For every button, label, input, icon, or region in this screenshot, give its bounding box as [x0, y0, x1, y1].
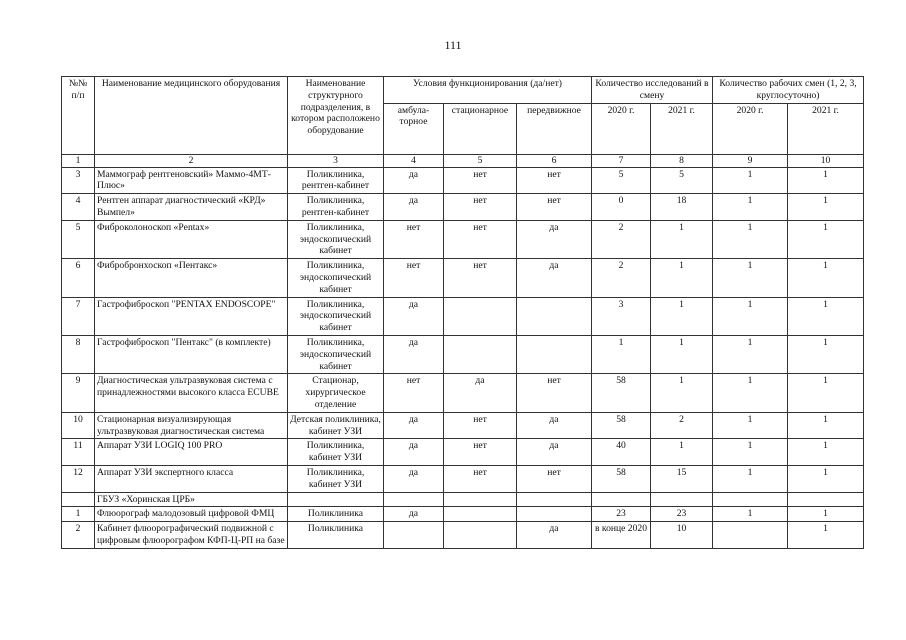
- cell-shifts-2020: 1: [713, 465, 788, 492]
- header-count-group: Количество исследований в смену: [592, 77, 713, 104]
- table-row: [62, 297, 864, 335]
- table-row: [62, 465, 864, 492]
- table-row: [62, 167, 864, 194]
- cell-number: 4: [62, 194, 95, 221]
- cell-stationary: нет: [444, 439, 517, 466]
- cell-equipment-name: Фиброколоноскоп «Pentax»: [95, 220, 288, 258]
- empty-cell: [444, 492, 517, 507]
- cell-equipment-name: Флюорограф малодозовый цифровой ФМЦ: [95, 507, 288, 522]
- cell-equipment-name: Стационарная визуализирующая ультразвуковая диагностическая система: [95, 412, 288, 439]
- cell-count-2020: 0: [592, 194, 651, 221]
- cell-shifts-2020: 1: [713, 439, 788, 466]
- table-row: [62, 335, 864, 373]
- cell-shifts-2020: 1: [713, 220, 788, 258]
- empty-cell: [517, 492, 592, 507]
- table-row: [62, 522, 864, 549]
- cell-shifts-2020: 1: [713, 412, 788, 439]
- cell-mobile: да: [517, 522, 592, 549]
- cell-shifts-2020: 1: [713, 194, 788, 221]
- cell-number: 5: [62, 220, 95, 258]
- cell-ambulatory: да: [384, 465, 444, 492]
- header-ambulatory: амбула-торное: [384, 103, 444, 154]
- cell-shifts-2020: 1: [713, 507, 788, 522]
- cell-stationary: нет: [444, 220, 517, 258]
- cell-mobile: [517, 297, 592, 335]
- cell-ambulatory: да: [384, 194, 444, 221]
- cell-ambulatory: нет: [384, 259, 444, 297]
- cell-ambulatory: нет: [384, 220, 444, 258]
- cell-number: 11: [62, 439, 95, 466]
- column-number: 10: [788, 154, 864, 167]
- header-shifts-group: Количество рабочих смен (1, 2, 3, круглосуточно): [713, 77, 864, 104]
- cell-unit: Поликлиника, кабинет УЗИ: [288, 439, 384, 466]
- cell-unit: Стационар, хирургическое отделение: [288, 374, 384, 412]
- cell-unit: Поликлиника, эндоскопический кабинет: [288, 259, 384, 297]
- column-number-row: [62, 154, 864, 167]
- cell-shifts-2020: [713, 522, 788, 549]
- column-number: 9: [713, 154, 788, 167]
- cell-shifts-2021: 1: [788, 259, 864, 297]
- cell-mobile: да: [517, 259, 592, 297]
- table-row: [62, 374, 864, 412]
- table-row: [62, 412, 864, 439]
- header-stationary: стационарное: [444, 103, 517, 154]
- cell-count-2021: 1: [651, 259, 713, 297]
- cell-equipment-name: Рентген аппарат диагностический «КРД» Вымпел»: [95, 194, 288, 221]
- section-row: [62, 492, 864, 507]
- cell-equipment-name: Фибробронхоскоп «Пентакс»: [95, 259, 288, 297]
- header-number: №№ п/п: [62, 77, 95, 155]
- cell-shifts-2020: 1: [713, 259, 788, 297]
- cell-count-2020: 2: [592, 259, 651, 297]
- cell-shifts-2021: 1: [788, 335, 864, 373]
- cell-number: 8: [62, 335, 95, 373]
- cell-number: 9: [62, 374, 95, 412]
- cell-mobile: [517, 335, 592, 373]
- header-mobile: передвижное: [517, 103, 592, 154]
- cell-shifts-2021: 1: [788, 412, 864, 439]
- header-shifts-2021: 2021 г.: [788, 103, 864, 154]
- cell-count-2020: 23: [592, 507, 651, 522]
- cell-number: 2: [62, 522, 95, 549]
- column-number: 5: [444, 154, 517, 167]
- cell-mobile: да: [517, 220, 592, 258]
- table-row: [62, 507, 864, 522]
- cell-unit: Поликлиника, эндоскопический кабинет: [288, 220, 384, 258]
- cell-mobile: нет: [517, 167, 592, 194]
- cell-mobile: нет: [517, 465, 592, 492]
- page-number: 111: [444, 38, 462, 52]
- cell-shifts-2021: 1: [788, 374, 864, 412]
- cell-stationary: нет: [444, 194, 517, 221]
- header-equipment-name: Наименование медицинского оборудования: [95, 77, 288, 155]
- cell-count-2020: 58: [592, 412, 651, 439]
- cell-unit: Поликлиника, эндоскопический кабинет: [288, 335, 384, 373]
- empty-cell: [713, 492, 788, 507]
- cell-shifts-2021: 1: [788, 194, 864, 221]
- empty-cell: [651, 492, 713, 507]
- cell-unit: Поликлиника, рентген-кабинет: [288, 167, 384, 194]
- cell-count-2021: 1: [651, 374, 713, 412]
- cell-ambulatory: да: [384, 167, 444, 194]
- cell-count-2021: 5: [651, 167, 713, 194]
- cell-mobile: [517, 507, 592, 522]
- cell-ambulatory: да: [384, 439, 444, 466]
- column-number: 1: [62, 154, 95, 167]
- column-number: 8: [651, 154, 713, 167]
- cell-mobile: нет: [517, 194, 592, 221]
- cell-equipment-name: Гастрофиброскоп "Пентакс" (в комплекте): [95, 335, 288, 373]
- header-count-2020: 2020 г.: [592, 103, 651, 154]
- cell-count-2020: 2: [592, 220, 651, 258]
- cell-mobile: нет: [517, 374, 592, 412]
- cell-count-2021: 1: [651, 439, 713, 466]
- cell-stationary: [444, 522, 517, 549]
- cell-count-2020: 58: [592, 374, 651, 412]
- header-conditions-group: Условия функционирования (да/нет): [384, 77, 592, 104]
- cell-shifts-2020: 1: [713, 297, 788, 335]
- cell-number: 10: [62, 412, 95, 439]
- cell-count-2020: 40: [592, 439, 651, 466]
- cell-mobile: да: [517, 439, 592, 466]
- cell-ambulatory: нет: [384, 374, 444, 412]
- cell-equipment-name: Аппарат УЗИ экспертного класса: [95, 465, 288, 492]
- cell-unit: Детская поликлиника, кабинет УЗИ: [288, 412, 384, 439]
- cell-count-2021: 1: [651, 297, 713, 335]
- cell-count-2021: 15: [651, 465, 713, 492]
- empty-cell: [592, 492, 651, 507]
- cell-equipment-name: Диагностическая ультразвуковая система с принадлежностями высокого класса ECUBE: [95, 374, 288, 412]
- cell-shifts-2021: 1: [788, 507, 864, 522]
- cell-unit: Поликлиника, рентген-кабинет: [288, 194, 384, 221]
- cell-count-2020: 58: [592, 465, 651, 492]
- cell-stationary: [444, 335, 517, 373]
- cell-shifts-2021: 1: [788, 297, 864, 335]
- table-row: [62, 220, 864, 258]
- cell-shifts-2021: 1: [788, 167, 864, 194]
- cell-count-2021: 10: [651, 522, 713, 549]
- cell-ambulatory: да: [384, 335, 444, 373]
- cell-stationary: нет: [444, 412, 517, 439]
- cell-number: 7: [62, 297, 95, 335]
- cell-count-2021: 23: [651, 507, 713, 522]
- cell-number: 3: [62, 167, 95, 194]
- header-shifts-2020: 2020 г.: [713, 103, 788, 154]
- column-number: 3: [288, 154, 384, 167]
- cell-unit: Поликлиника: [288, 507, 384, 522]
- header-count-2021: 2021 г.: [651, 103, 713, 154]
- cell-equipment-name: Аппарат УЗИ LOGIQ 100 PRO: [95, 439, 288, 466]
- cell-stationary: нет: [444, 259, 517, 297]
- cell-ambulatory: [384, 522, 444, 549]
- cell-stationary: да: [444, 374, 517, 412]
- column-number: 4: [384, 154, 444, 167]
- header-row-1: [62, 77, 864, 104]
- cell-count-2020: 1: [592, 335, 651, 373]
- cell-number: 1: [62, 507, 95, 522]
- cell-count-2020: в конце 2020: [592, 522, 651, 549]
- cell-unit: Поликлиника: [288, 522, 384, 549]
- cell-ambulatory: да: [384, 412, 444, 439]
- cell-count-2021: 1: [651, 220, 713, 258]
- table-row: [62, 194, 864, 221]
- cell-unit: Поликлиника, эндоскопический кабинет: [288, 297, 384, 335]
- cell-shifts-2020: 1: [713, 374, 788, 412]
- cell-stationary: нет: [444, 465, 517, 492]
- empty-cell: [384, 492, 444, 507]
- cell-shifts-2020: 1: [713, 335, 788, 373]
- cell-mobile: да: [517, 412, 592, 439]
- cell-shifts-2020: 1: [713, 167, 788, 194]
- cell-equipment-name: Кабинет флюорографический подвижной с цифровым флюорографом КФП-Ц-РП на базе: [95, 522, 288, 549]
- cell-number: 6: [62, 259, 95, 297]
- table-row: [62, 439, 864, 466]
- cell-shifts-2021: 1: [788, 522, 864, 549]
- equipment-table: [61, 76, 864, 549]
- cell-equipment-name: Маммограф рентгеновский» Маммо-4МТ-Плюс»: [95, 167, 288, 194]
- cell-equipment-name: Гастрофиброскоп "PENTAX ENDOSCOPE": [95, 297, 288, 335]
- empty-cell: [288, 492, 384, 507]
- section-title: ГБУЗ «Хоринская ЦРБ»: [95, 492, 288, 507]
- cell-shifts-2021: 1: [788, 465, 864, 492]
- cell-stationary: [444, 507, 517, 522]
- column-number: 6: [517, 154, 592, 167]
- header-unit: Наименование структурного подразделения, в котором расположено оборудование: [288, 77, 384, 155]
- cell-count-2021: 1: [651, 335, 713, 373]
- cell-stationary: [444, 297, 517, 335]
- cell-ambulatory: да: [384, 507, 444, 522]
- empty-cell: [788, 492, 864, 507]
- cell-unit: Поликлиника, кабинет УЗИ: [288, 465, 384, 492]
- cell-number: 12: [62, 465, 95, 492]
- cell-shifts-2021: 1: [788, 439, 864, 466]
- cell-count-2021: 18: [651, 194, 713, 221]
- cell-count-2020: 3: [592, 297, 651, 335]
- column-number: 2: [95, 154, 288, 167]
- cell-count-2020: 5: [592, 167, 651, 194]
- cell-ambulatory: да: [384, 297, 444, 335]
- empty-cell: [62, 492, 95, 507]
- cell-count-2021: 2: [651, 412, 713, 439]
- column-number: 7: [592, 154, 651, 167]
- table-row: [62, 259, 864, 297]
- cell-shifts-2021: 1: [788, 220, 864, 258]
- cell-stationary: нет: [444, 167, 517, 194]
